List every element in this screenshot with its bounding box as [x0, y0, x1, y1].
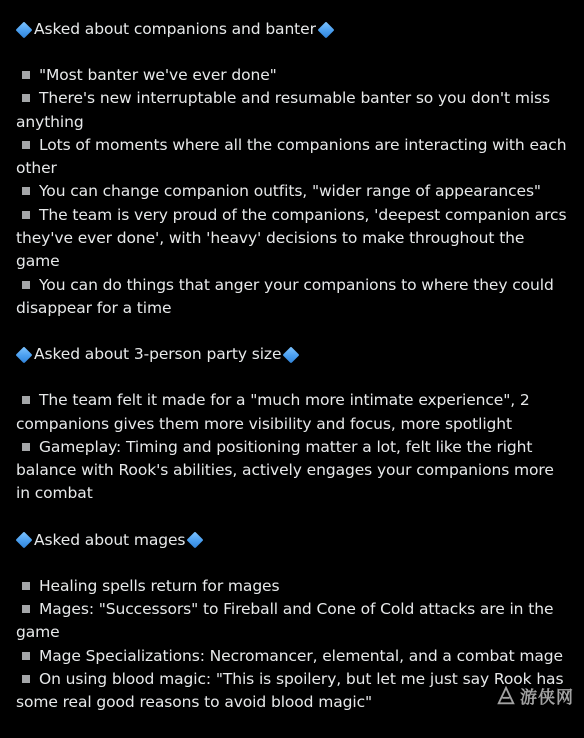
bullet-list: [16, 575, 572, 715]
list-item: [16, 180, 572, 203]
section-party-size: [16, 343, 572, 505]
list-item: [16, 436, 572, 506]
watermark-text: 游侠网: [520, 688, 574, 708]
list-item: [16, 645, 572, 668]
list-item: [16, 64, 572, 87]
square-bullet-icon: [22, 187, 30, 195]
square-bullet-icon: [22, 281, 30, 289]
list-item-text: The team felt it made for a "much more intimate experience", 2 companions gives them more visibility and focus, more spotlight: [16, 391, 530, 433]
section-heading-text: Asked about mages: [34, 530, 186, 549]
section-mages: [16, 529, 572, 715]
bullet-list: [16, 389, 572, 505]
list-item-text: You can do things that anger your companions to where they could disappear for a time: [16, 275, 554, 317]
section-companions: [16, 18, 572, 320]
list-item: [16, 575, 572, 598]
list-item: [16, 389, 572, 436]
watermark: [495, 683, 574, 708]
section-heading-text: Asked about companions and banter: [34, 19, 316, 38]
square-bullet-icon: [22, 71, 30, 79]
blue-diamond-icon: [16, 532, 33, 549]
section-heading: [16, 529, 572, 552]
blue-diamond-icon: [16, 21, 33, 38]
square-bullet-icon: [22, 141, 30, 149]
blue-diamond-icon: [283, 346, 300, 363]
list-item: [16, 204, 572, 274]
list-item: [16, 134, 572, 181]
list-item-text: You can change companion outfits, "wider range of appearances": [39, 182, 541, 201]
square-bullet-icon: [22, 211, 30, 219]
list-item-text: Gameplay: Timing and positioning matter a lot, felt like the right balance with Rook's abilities, actively engages your companions more in combat: [16, 437, 554, 503]
list-item-text: Mage Specializations: Necromancer, elemental, and a combat mage: [39, 646, 563, 665]
square-bullet-icon: [22, 675, 30, 683]
list-item: [16, 598, 572, 645]
list-item: [16, 274, 572, 321]
square-bullet-icon: [22, 605, 30, 613]
list-item-text: "Most banter we've ever done": [39, 66, 277, 84]
youxia-logo-icon: [495, 685, 517, 707]
section-heading: [16, 18, 572, 41]
section-heading: [16, 343, 572, 366]
square-bullet-icon: [22, 396, 30, 404]
list-item-text: There's new interruptable and resumable banter so you don't miss anything: [16, 89, 550, 131]
list-item: [16, 668, 572, 715]
square-bullet-icon: [22, 94, 30, 102]
list-item: [16, 87, 572, 134]
bullet-list: [16, 64, 572, 320]
section-heading-text: Asked about 3-person party size: [34, 345, 282, 364]
square-bullet-icon: [22, 652, 30, 660]
post-body: [16, 18, 572, 738]
square-bullet-icon: [22, 443, 30, 451]
square-bullet-icon: [22, 582, 30, 590]
blue-diamond-icon: [187, 532, 204, 549]
list-item-text: The team is very proud of the companions, 'deepest companion arcs they've ever done', with 'heavy' decisions to make throughout the game: [16, 205, 567, 271]
blue-diamond-icon: [16, 346, 33, 363]
list-item-text: Lots of moments where all the companions are interacting with each other: [16, 135, 567, 178]
list-item-text: Healing spells return for mages: [39, 576, 280, 595]
list-item-text: Mages: "Successors" to Fireball and Cone of Cold attacks are in the game: [16, 600, 554, 642]
blue-diamond-icon: [317, 21, 334, 38]
list-item-text: On using blood magic: "This is spoilery, but let me just say Rook has some real good reasons to avoid blood magic": [16, 669, 564, 712]
